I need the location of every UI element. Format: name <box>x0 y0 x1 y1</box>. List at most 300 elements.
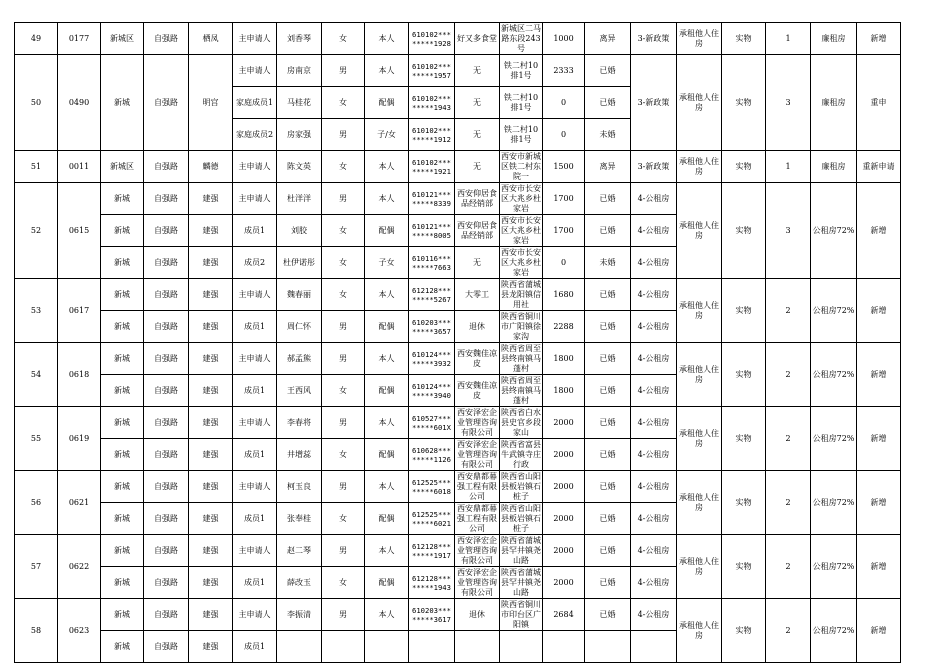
cell-relation: 成员1 <box>233 311 277 343</box>
cell-code: 0622 <box>58 535 101 599</box>
cell-marital-status: 已婚 <box>585 183 631 215</box>
table-row <box>15 407 901 439</box>
cell-income: 0 <box>543 87 585 119</box>
cell-community: 建强 <box>189 247 233 279</box>
cell-street: 自强路 <box>144 215 189 247</box>
cell-relation: 主申请人 <box>233 151 277 183</box>
cell-employer: 西安魏佳凉皮 <box>455 343 500 375</box>
cell-marital-status: 离异 <box>585 23 631 55</box>
cell-address: 陕西省铜川市广阳镇徐家沟 <box>501 311 541 341</box>
cell-income: 2333 <box>543 55 585 87</box>
cell-gender: 男 <box>322 407 365 439</box>
cell-relation: 主申请人 <box>233 407 277 439</box>
cell-rent-mode: 承租他人住房 <box>677 279 722 343</box>
cell-community: 建强 <box>189 439 233 471</box>
cell-district: 新城 <box>101 439 144 471</box>
cell-id-number: 610102********1912 <box>409 119 455 151</box>
cell-housing-type: 公租房72% <box>811 471 857 535</box>
cell-income: 1680 <box>543 279 585 311</box>
cell-district: 新城 <box>101 55 144 151</box>
cell-household-count: 2 <box>766 471 811 535</box>
cell-marital-status: 已婚 <box>585 503 631 535</box>
cell-income: 1000 <box>543 23 585 55</box>
cell-rent-mode: 承租他人住房 <box>677 183 722 279</box>
cell-id-number: 610628********1126 <box>409 439 455 471</box>
cell-housing-type: 廉租房 <box>811 151 857 183</box>
cell-policy-type: 4-公租房 <box>631 439 677 471</box>
cell-id-number <box>409 631 455 663</box>
cell-street: 自强路 <box>144 247 189 279</box>
cell-employer: 西安魏佳凉皮 <box>455 375 500 407</box>
cell-policy-type: 4-公租房 <box>631 535 677 567</box>
cell-gender: 男 <box>322 119 365 151</box>
cell-marital-status: 已婚 <box>585 55 631 87</box>
cell-gender: 女 <box>322 279 365 311</box>
cell-district: 新城 <box>101 567 144 599</box>
cell-household-count: 2 <box>766 407 811 471</box>
cell-id-number: 610124********3932 <box>409 343 455 375</box>
cell-name: 李春将 <box>277 407 322 439</box>
table-row <box>15 535 901 567</box>
cell-relation: 主申请人 <box>233 343 277 375</box>
cell-role: 本人 <box>365 535 409 567</box>
cell-marital-status: 已婚 <box>585 215 631 247</box>
cell-address: 陕西省白水县史官乡段家山 <box>501 407 541 437</box>
cell-employer: 西安仰居食品经销部 <box>455 183 500 215</box>
cell-rent-mode: 承租他人住房 <box>677 343 722 407</box>
cell-marital-status: 已婚 <box>585 343 631 375</box>
cell-name: 杜伊诺彤 <box>277 247 322 279</box>
cell-income: 2000 <box>543 439 585 471</box>
table-row <box>15 471 901 503</box>
cell-street: 自强路 <box>144 503 189 535</box>
cell-code: 0011 <box>58 151 101 183</box>
cell-gender: 女 <box>322 503 365 535</box>
cell-role: 配偶 <box>365 503 409 535</box>
cell-housing-type: 公租房72% <box>811 599 857 663</box>
cell-district: 新城 <box>101 247 144 279</box>
cell-income: 2000 <box>543 407 585 439</box>
cell-housing-type: 公租房72% <box>811 279 857 343</box>
cell-relation: 主申请人 <box>233 23 277 55</box>
cell-income: 1800 <box>543 343 585 375</box>
cell-code: 0621 <box>58 471 101 535</box>
cell-code: 0615 <box>58 183 101 279</box>
cell-address: 陕西省蒲城县龙阳镇信用社 <box>501 279 541 309</box>
cell-relation: 成员1 <box>233 375 277 407</box>
cell-gender: 男 <box>322 471 365 503</box>
cell-rent-mode: 承租他人住房 <box>677 599 722 663</box>
cell-role: 配偶 <box>365 215 409 247</box>
cell-community: 麟德 <box>189 151 233 183</box>
cell-name: 柯玉良 <box>277 471 322 503</box>
cell-marital-status: 已婚 <box>585 535 631 567</box>
cell-gender: 男 <box>322 599 365 631</box>
cell-relation: 成员1 <box>233 567 277 599</box>
cell-employer: 西安泽宏企业管理咨询有限公司 <box>455 535 500 567</box>
cell-role: 本人 <box>365 55 409 87</box>
cell-income: 2000 <box>543 567 585 599</box>
cell-district: 新城 <box>101 535 144 567</box>
table-row <box>15 151 901 183</box>
cell-rent-mode: 承租他人住房 <box>677 55 722 151</box>
cell-name <box>277 631 322 663</box>
cell-role: 本人 <box>365 407 409 439</box>
cell-name: 马桂花 <box>277 87 322 119</box>
cell-address: 陕西省周至县终南镇马蓬村 <box>501 375 541 405</box>
cell-household-count: 3 <box>766 183 811 279</box>
cell-id-number: 612525********6021 <box>409 503 455 535</box>
cell-relation: 家庭成员2 <box>233 119 277 151</box>
cell-street: 自强路 <box>144 23 189 55</box>
cell-rent-mode: 承租他人住房 <box>677 151 722 183</box>
cell-seq: 54 <box>15 343 58 407</box>
cell-marital-status: 已婚 <box>585 567 631 599</box>
cell-employer: 西安泽宏企业管理咨询有限公司 <box>455 407 500 439</box>
cell-role: 子女 <box>365 247 409 279</box>
cell-name: 刘胶 <box>277 215 322 247</box>
cell-name: 房南京 <box>277 55 322 87</box>
cell-street: 自强路 <box>144 471 189 503</box>
cell-subsidy-type: 实物 <box>722 407 766 471</box>
cell-marital-status: 已婚 <box>585 375 631 407</box>
cell-code: 0623 <box>58 599 101 663</box>
cell-role: 配偶 <box>365 87 409 119</box>
table-row <box>15 55 901 87</box>
cell-gender: 男 <box>322 535 365 567</box>
cell-name: 魏春丽 <box>277 279 322 311</box>
cell-relation: 主申请人 <box>233 55 277 87</box>
cell-income: 1700 <box>543 183 585 215</box>
table-row <box>15 279 901 311</box>
cell-policy-type: 3-新政策 <box>631 55 677 151</box>
cell-income <box>543 631 585 663</box>
cell-street: 自强路 <box>144 279 189 311</box>
cell-rent-mode: 承租他人住房 <box>677 471 722 535</box>
cell-street: 自强路 <box>144 183 189 215</box>
cell-district: 新城 <box>101 311 144 343</box>
cell-policy-type: 4-公租房 <box>631 343 677 375</box>
cell-application-status: 新增 <box>857 343 901 407</box>
cell-policy-type: 4-公租房 <box>631 567 677 599</box>
cell-policy-type: 4-公租房 <box>631 279 677 311</box>
cell-role: 配偶 <box>365 311 409 343</box>
cell-employer: 好又多食堂 <box>455 23 500 55</box>
cell-id-number: 610203********3657 <box>409 311 455 343</box>
cell-district: 新城区 <box>101 151 144 183</box>
cell-address: 铁二村10排1号 <box>500 87 543 119</box>
cell-community: 明宫 <box>189 55 233 151</box>
cell-subsidy-type: 实物 <box>722 279 766 343</box>
cell-policy-type <box>631 631 677 663</box>
cell-street: 自强路 <box>144 343 189 375</box>
cell-street: 自强路 <box>144 375 189 407</box>
cell-community: 建强 <box>189 503 233 535</box>
cell-code: 0617 <box>58 279 101 343</box>
cell-name: 张奉桂 <box>277 503 322 535</box>
cell-id-number: 610121********8339 <box>409 183 455 215</box>
cell-employer: 大零工 <box>455 279 500 311</box>
cell-household-count: 1 <box>766 151 811 183</box>
cell-district: 新城 <box>101 471 144 503</box>
cell-address: 陕西省铜川市印台区广阳镇 <box>501 599 541 629</box>
cell-name: 陈文英 <box>277 151 322 183</box>
cell-income: 2000 <box>543 471 585 503</box>
cell-subsidy-type: 实物 <box>722 535 766 599</box>
cell-code: 0618 <box>58 343 101 407</box>
cell-community: 建强 <box>189 311 233 343</box>
cell-id-number: 610102********1943 <box>409 87 455 119</box>
cell-application-status: 新增 <box>857 535 901 599</box>
cell-name: 周仁怀 <box>277 311 322 343</box>
cell-gender <box>322 631 365 663</box>
cell-subsidy-type: 实物 <box>722 23 766 55</box>
cell-district: 新城 <box>101 375 144 407</box>
cell-application-status: 新增 <box>857 279 901 343</box>
table-row <box>15 343 901 375</box>
cell-id-number: 610203********3617 <box>409 599 455 631</box>
cell-id-number: 610527********601X <box>409 407 455 439</box>
cell-employer: 退休 <box>455 311 500 343</box>
cell-community: 建强 <box>189 407 233 439</box>
cell-address: 铁二村10排1号 <box>500 119 543 151</box>
cell-address: 陕西省山阳县板岩镇石桩子 <box>501 471 541 501</box>
cell-community: 建强 <box>189 631 233 663</box>
cell-rent-mode: 承租他人住房 <box>677 535 722 599</box>
cell-marital-status: 已婚 <box>585 279 631 311</box>
cell-rent-mode: 承租他人住房 <box>677 407 722 471</box>
cell-role: 配偶 <box>365 439 409 471</box>
cell-street: 自强路 <box>144 439 189 471</box>
cell-gender: 女 <box>322 151 365 183</box>
cell-street: 自强路 <box>144 631 189 663</box>
applicant-table <box>14 22 901 663</box>
cell-id-number: 610102********1957 <box>409 55 455 87</box>
cell-subsidy-type: 实物 <box>722 343 766 407</box>
table-row <box>15 23 901 55</box>
cell-household-count: 2 <box>766 599 811 663</box>
cell-application-status: 新增 <box>857 599 901 663</box>
cell-name: 井增蕊 <box>277 439 322 471</box>
cell-income: 0 <box>543 247 585 279</box>
cell-seq: 52 <box>15 183 58 279</box>
cell-policy-type: 4-公租房 <box>631 247 677 279</box>
cell-street: 自强路 <box>144 567 189 599</box>
cell-name: 赵二琴 <box>277 535 322 567</box>
cell-marital-status <box>585 631 631 663</box>
cell-policy-type: 4-公租房 <box>631 311 677 343</box>
cell-district: 新城 <box>101 407 144 439</box>
cell-address: 陕西省山阳县板岩镇石桩子 <box>501 503 541 533</box>
cell-id-number: 610116********7663 <box>409 247 455 279</box>
cell-role: 本人 <box>365 599 409 631</box>
cell-gender: 女 <box>322 215 365 247</box>
cell-seq: 49 <box>15 23 58 55</box>
cell-seq: 51 <box>15 151 58 183</box>
cell-household-count: 2 <box>766 535 811 599</box>
cell-community: 建强 <box>189 599 233 631</box>
cell-gender: 男 <box>322 343 365 375</box>
cell-id-number: 610102********1928 <box>409 23 455 55</box>
cell-relation: 主申请人 <box>233 535 277 567</box>
cell-household-count: 3 <box>766 55 811 151</box>
cell-gender: 女 <box>322 375 365 407</box>
cell-role: 子/女 <box>365 119 409 151</box>
cell-marital-status: 未婚 <box>585 247 631 279</box>
cell-district: 新城 <box>101 215 144 247</box>
cell-district: 新城 <box>101 279 144 311</box>
cell-relation: 成员2 <box>233 247 277 279</box>
cell-subsidy-type: 实物 <box>722 471 766 535</box>
cell-household-count: 2 <box>766 279 811 343</box>
cell-address: 铁二村10排1号 <box>500 55 543 87</box>
cell-income: 2288 <box>543 311 585 343</box>
cell-subsidy-type: 实物 <box>722 55 766 151</box>
cell-housing-type: 公租房72% <box>811 343 857 407</box>
cell-policy-type: 4-公租房 <box>631 407 677 439</box>
cell-subsidy-type: 实物 <box>722 599 766 663</box>
cell-seq: 53 <box>15 279 58 343</box>
cell-name: 郝孟熊 <box>277 343 322 375</box>
cell-marital-status: 已婚 <box>585 439 631 471</box>
cell-employer: 无 <box>455 247 500 279</box>
cell-housing-type: 公租房72% <box>811 183 857 279</box>
cell-marital-status: 已婚 <box>585 471 631 503</box>
cell-household-count: 1 <box>766 23 811 55</box>
cell-employer: 西安泽宏企业管理咨询有限公司 <box>455 567 500 599</box>
cell-seq: 50 <box>15 55 58 151</box>
cell-community: 建强 <box>189 215 233 247</box>
cell-district: 新城区 <box>101 23 144 55</box>
cell-community: 建强 <box>189 567 233 599</box>
cell-seq: 58 <box>15 599 58 663</box>
cell-income: 2000 <box>543 535 585 567</box>
cell-household-count: 2 <box>766 343 811 407</box>
cell-relation: 主申请人 <box>233 599 277 631</box>
cell-address: 西安市长安区大兆乡杜家岩 <box>501 215 541 245</box>
cell-id-number: 610124********3940 <box>409 375 455 407</box>
cell-id-number: 612128********1943 <box>409 567 455 599</box>
cell-id-number: 612128********5267 <box>409 279 455 311</box>
cell-role: 本人 <box>365 471 409 503</box>
cell-district: 新城 <box>101 183 144 215</box>
cell-role: 本人 <box>365 151 409 183</box>
cell-name: 杜洋洋 <box>277 183 322 215</box>
cell-income: 2000 <box>543 503 585 535</box>
cell-id-number: 610121********8005 <box>409 215 455 247</box>
cell-employer: 西安仰居食品经销部 <box>455 215 500 247</box>
cell-address: 陕西省富县牛武镇寺庄行政 <box>501 439 541 469</box>
cell-gender: 女 <box>322 87 365 119</box>
cell-employer: 无 <box>455 55 500 87</box>
cell-marital-status: 已婚 <box>585 311 631 343</box>
cell-address: 陕西省蒲城县罕井镇尧山路 <box>501 535 541 565</box>
cell-income: 2684 <box>543 599 585 631</box>
cell-name: 刘香琴 <box>277 23 322 55</box>
cell-role: 配偶 <box>365 375 409 407</box>
cell-marital-status: 未婚 <box>585 119 631 151</box>
cell-role <box>365 631 409 663</box>
cell-district: 新城 <box>101 343 144 375</box>
cell-income: 1700 <box>543 215 585 247</box>
cell-gender: 女 <box>322 23 365 55</box>
cell-application-status: 重新申请 <box>857 151 901 183</box>
cell-district: 新城 <box>101 503 144 535</box>
cell-policy-type: 4-公租房 <box>631 375 677 407</box>
cell-relation: 成员1 <box>233 215 277 247</box>
cell-address: 西安市长安区大兆乡杜家岩 <box>501 247 541 277</box>
table-row <box>15 183 901 215</box>
cell-street: 自强路 <box>144 55 189 151</box>
cell-address: 西安市长安区大兆乡杜家岩 <box>501 183 541 213</box>
cell-employer: 退休 <box>455 599 500 631</box>
cell-policy-type: 4-公租房 <box>631 503 677 535</box>
cell-community: 建强 <box>189 471 233 503</box>
cell-role: 本人 <box>365 23 409 55</box>
cell-income: 0 <box>543 119 585 151</box>
cell-relation: 主申请人 <box>233 279 277 311</box>
cell-gender: 女 <box>322 567 365 599</box>
cell-role: 本人 <box>365 343 409 375</box>
cell-relation: 主申请人 <box>233 183 277 215</box>
cell-community: 建强 <box>189 375 233 407</box>
cell-street: 自强路 <box>144 151 189 183</box>
cell-application-status: 新增 <box>857 23 901 55</box>
table-row <box>15 599 901 631</box>
cell-housing-type: 廉租房 <box>811 23 857 55</box>
cell-community: 建强 <box>189 183 233 215</box>
cell-policy-type: 3-新政策 <box>631 23 677 55</box>
cell-policy-type: 4-公租房 <box>631 599 677 631</box>
cell-name: 薛改玉 <box>277 567 322 599</box>
cell-community: 建强 <box>189 535 233 567</box>
cell-code: 0490 <box>58 55 101 151</box>
cell-relation: 成员1 <box>233 631 277 663</box>
cell-relation: 成员1 <box>233 503 277 535</box>
cell-employer <box>455 631 500 663</box>
cell-income: 1500 <box>543 151 585 183</box>
cell-application-status: 新增 <box>857 407 901 471</box>
cell-employer: 西安泽宏企业管理咨询有限公司 <box>455 439 500 471</box>
cell-street: 自强路 <box>144 311 189 343</box>
cell-address: 陕西省蒲城县罕井镇尧山路 <box>501 567 541 597</box>
cell-gender: 女 <box>322 247 365 279</box>
cell-name: 房家强 <box>277 119 322 151</box>
cell-marital-status: 已婚 <box>585 599 631 631</box>
cell-employer: 西安鼎都幕强工程有限公司 <box>455 503 500 535</box>
cell-district: 新城 <box>101 599 144 631</box>
cell-id-number: 612128********1917 <box>409 535 455 567</box>
cell-seq: 56 <box>15 471 58 535</box>
cell-marital-status: 已婚 <box>585 407 631 439</box>
cell-policy-type: 4-公租房 <box>631 183 677 215</box>
cell-policy-type: 4-公租房 <box>631 215 677 247</box>
cell-gender: 男 <box>322 55 365 87</box>
cell-income: 1800 <box>543 375 585 407</box>
cell-application-status: 新增 <box>857 183 901 279</box>
cell-employer: 无 <box>455 119 500 151</box>
cell-community: 建强 <box>189 279 233 311</box>
cell-housing-type: 公租房72% <box>811 535 857 599</box>
cell-street: 自强路 <box>144 599 189 631</box>
cell-policy-type: 3-新政策 <box>631 151 677 183</box>
cell-subsidy-type: 实物 <box>722 151 766 183</box>
cell-community: 栖凤 <box>189 23 233 55</box>
cell-marital-status: 离异 <box>585 151 631 183</box>
cell-address: 陕西省周至县终南镇马蓬村 <box>501 343 541 373</box>
cell-community: 建强 <box>189 343 233 375</box>
cell-code: 0619 <box>58 407 101 471</box>
